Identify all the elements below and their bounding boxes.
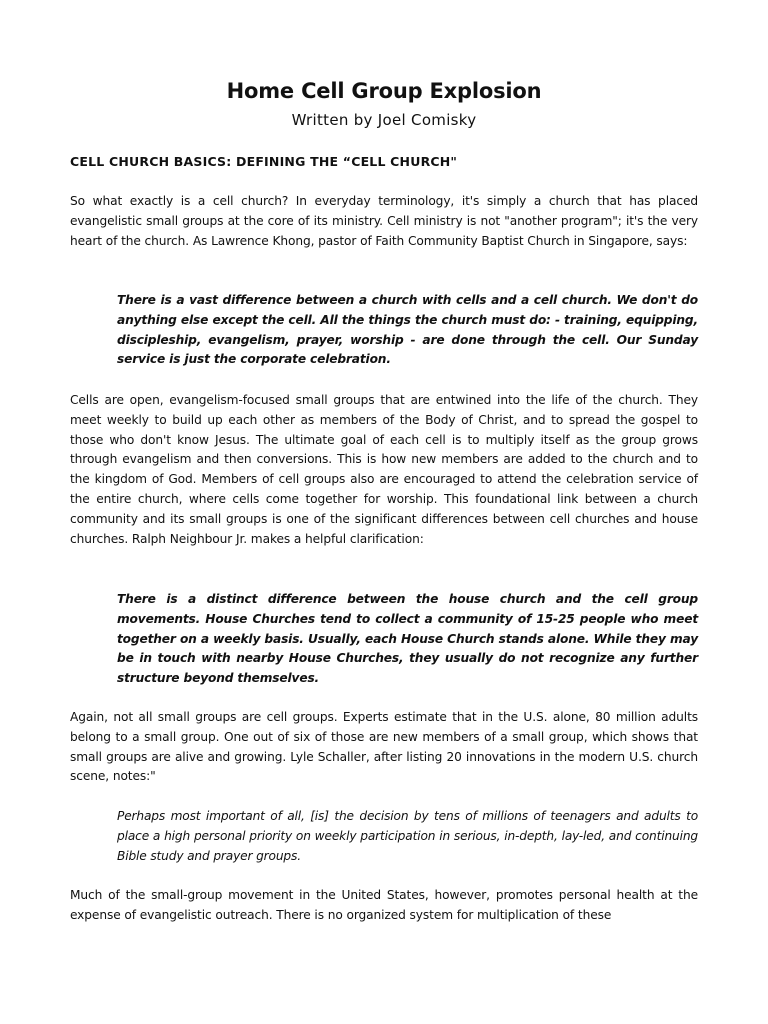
section-heading: CELL CHURCH BASICS: DEFINING THE “CELL CHURCH" xyxy=(70,154,458,169)
block-quote-3: Perhaps most important of all, [is] the decision by tens of millions of teenagers and adults to place a high personal priority on weekly participation in serious, in-depth, lay-led, and continuing Bible study and prayer groups. xyxy=(117,809,698,863)
body-paragraph-2: Cells are open, evangelism-focused small groups that are entwined into the life of the church. They meet weekly to build up each other as members of the Body of Christ, and to spread the gospel to those who don't know Jesus. The ultimate goal of each cell is to multiply itself as the group grows through evangelism and then conversions. This is how new members are added to the church and to the kingdom of God. Members of cell groups also are encouraged to attend the celebration service of the entire church, where cells come together for worship. This foundational link between a church community and its small groups is one of the significant differences between cell churches and house churches. Ralph Neighbour Jr. makes a helpful clarification: xyxy=(70,393,698,546)
block-quote-2: There is a distinct difference between the house church and the cell group movements. House Churches tend to collect a community of 15-25 people who meet together on a weekly basis. Usually, each House Church stands alone. While they may be in touch with nearby House Churches, they usually do not recognize any further structure beyond themselves. xyxy=(117,592,698,686)
document-title: Home Cell Group Explosion xyxy=(226,79,542,103)
block-quote-1: There is a vast difference between a church with cells and a cell church. We don't do anything else except the cell. All the things the church must do: - training, equipping, discipleship, evangelism, prayer, worship - are done through the cell. Our Sunday service is just the corporate celebration. xyxy=(117,293,698,367)
document-author-line: Written by Joel Comisky xyxy=(291,111,477,129)
body-paragraph-1: So what exactly is a cell church? In everyday terminology, it's simply a church that has placed evangelistic small groups at the core of its ministry. Cell ministry is not "another program"; it's the very heart of the church. As Lawrence Khong, pastor of Faith Community Baptist Church in Singapore, says: xyxy=(70,194,698,248)
body-paragraph-4: Much of the small-group movement in the United States, however, promotes personal health at the expense of evangelistic outreach. There is no organized system for multiplication of these xyxy=(70,888,698,922)
body-paragraph-3: Again, not all small groups are cell groups. Experts estimate that in the U.S. alone, 80 million adults belong to a small group. One out of six of those are new members of a small group, which shows that small groups are alive and growing. Lyle Schaller, after listing 20 innovations in the modern U.S. church scene, notes:" xyxy=(70,710,698,784)
